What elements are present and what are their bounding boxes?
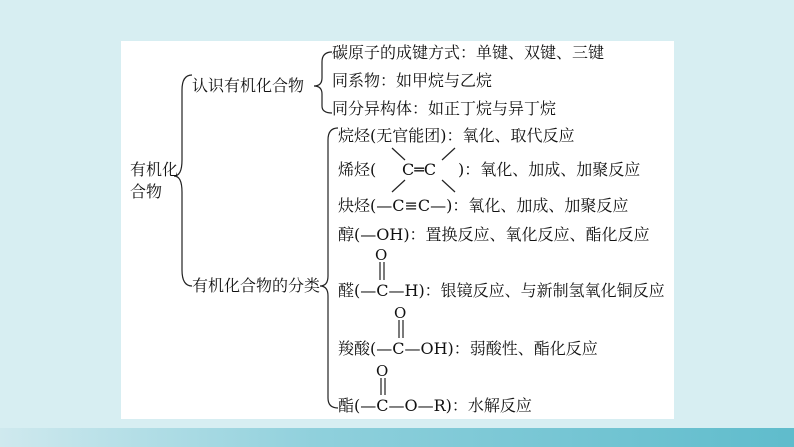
acid-item: 羧酸(—C—OH)：弱酸性、酯化反应 xyxy=(338,339,598,358)
alkane-item: 烷烃(无官能团)：氧化、取代反应 xyxy=(338,126,575,145)
root-bracket xyxy=(174,75,192,286)
root-label-line2: 合物 xyxy=(130,182,163,201)
alkene-item-name: 烯烃( xyxy=(338,160,377,179)
acid-oxygen: O xyxy=(394,304,407,322)
ester-item: 酯(—C—O—R)：水解反应 xyxy=(338,396,532,415)
group1-item-2: 同系物：如甲烷与乙烷 xyxy=(332,71,493,90)
group1-item-3: 同分异构体：如正丁烷与异丁烷 xyxy=(332,99,557,118)
group2-bracket xyxy=(320,128,338,408)
ester-oxygen: O xyxy=(376,362,389,380)
alkene-item-rest: )：氧化、加成、加聚反应 xyxy=(458,160,641,179)
group1-item-1: 碳原子的成键方式：单键、双键、三键 xyxy=(332,43,605,62)
aldehyde-oxygen: O xyxy=(375,246,388,264)
alkyne-item: 炔烃(—C≡C—)：氧化、加成、加聚反应 xyxy=(338,196,629,215)
aldehyde-item: 醛(—C—H)：银镜反应、与新制氢氧化铜反应 xyxy=(338,281,665,300)
group1-bracket xyxy=(314,52,332,113)
root-label-line1: 有机化 xyxy=(130,160,179,179)
group1-label: 认识有机化合物 xyxy=(192,76,305,95)
alcohol-item: 醇(—OH)：置换反应、氧化反应、酯化反应 xyxy=(338,225,650,244)
group2-label: 有机化合物的分类 xyxy=(192,276,321,295)
alkene-group: C═C xyxy=(402,160,437,179)
